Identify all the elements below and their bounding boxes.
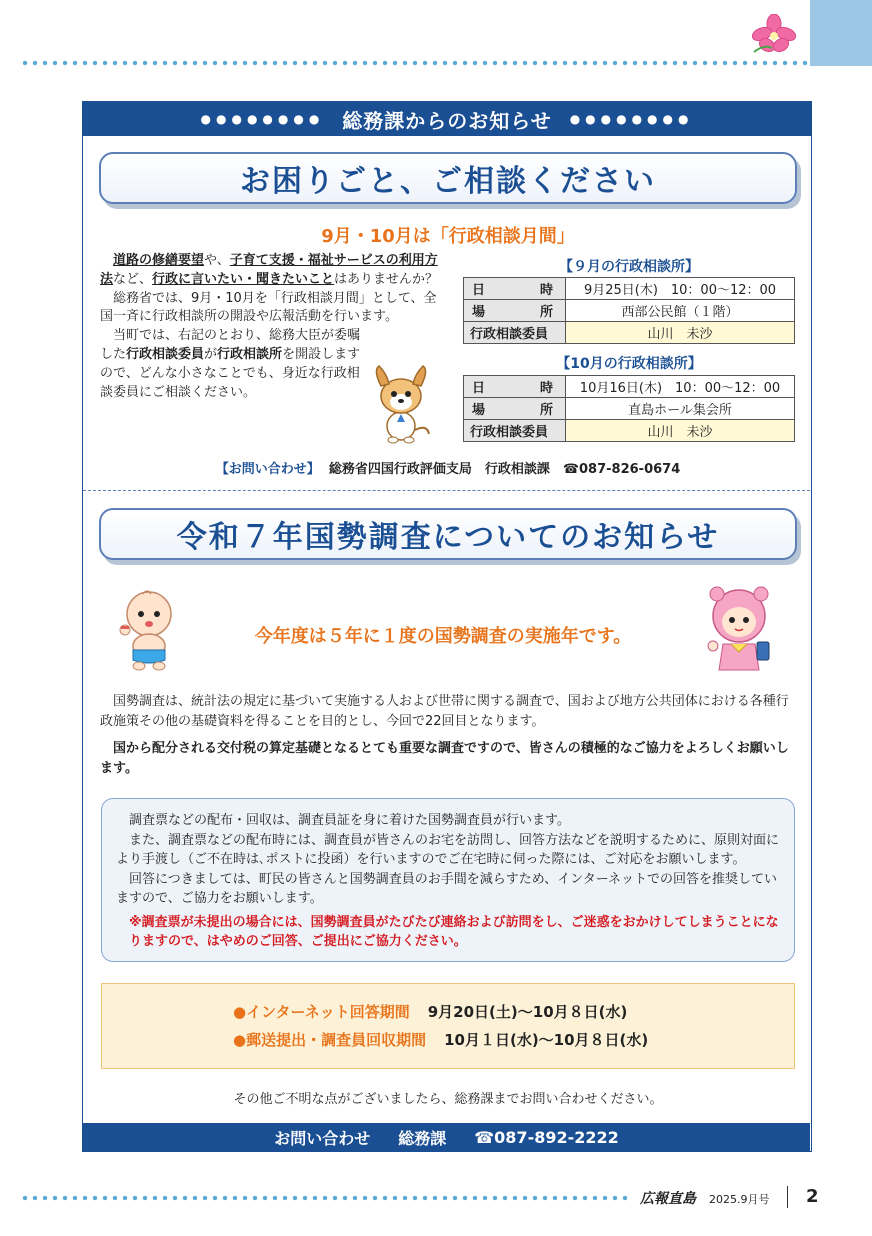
schedule-key-part: 日	[472, 283, 486, 298]
census-box-line-2: また、調査票などの配布時には、調査員が皆さんのお宅を訪問し、回答方法などを説明するために、原則対面により手渡し（ご不在時は､ポストに投函）を行いますのでご在宅時に伺った際には、ご対応をお願いします。	[116, 832, 780, 867]
schedule-key-part: 場	[472, 305, 486, 320]
issue-label: 2025.9月号	[709, 1193, 770, 1206]
census-warning: ※調査票が未提出の場合には、国勢調査員がたびたび連絡および訪問をし、ご迷惑をおかけしてしまうことになりますので、はやめのご回答、ご提出にご協力ください。	[129, 914, 779, 949]
footer-phone: ☎087-892-2222	[474, 1127, 619, 1147]
census-box-line-3: 回答につきましては、町民の皆さんと国勢調査員のお手間を減らすため、インターネットでの回答を推奨していますので、ご協力をお願いします。	[116, 871, 778, 906]
schedule-value: 直島ホール集会所	[566, 398, 795, 420]
corner-accent-block	[810, 0, 872, 66]
footer-separator	[787, 1186, 788, 1208]
schedule-key	[464, 278, 566, 300]
schedule-key-part: 所	[539, 403, 553, 418]
contact-tag: 【お問い合わせ】	[215, 462, 320, 477]
schedule-key	[464, 398, 566, 420]
schedule-row	[464, 322, 795, 344]
text-run: 行政相談所	[217, 346, 283, 362]
internet-period-label: ●インターネット回答期間	[233, 1003, 410, 1021]
census-banner: 令和７年国勢調査についてのお知らせ	[99, 508, 797, 560]
top-dotted-divider	[20, 60, 810, 66]
september-schedule-title: 【９月の行政相談所】	[559, 259, 699, 275]
consultation-contact	[83, 458, 813, 477]
contact-details: 総務省四国行政評価支局 行政相談課 ☎087-826-0674	[328, 462, 681, 477]
schedule-row	[464, 300, 795, 322]
footer-dept: 総務課	[398, 1128, 447, 1148]
census-info-box	[101, 798, 795, 962]
baby-mascot-illustration	[117, 586, 181, 672]
text-run: や、	[204, 253, 230, 268]
response-period-box	[101, 983, 795, 1069]
schedule-value: 9月25日(木) 10：00～12：00	[566, 278, 795, 300]
schedule-row	[464, 376, 795, 398]
text-run: 子育て支援・福祉サービスの利用方法	[100, 253, 438, 287]
schedule-key-part: 所	[539, 305, 553, 320]
internet-period-row	[233, 998, 663, 1026]
footer-contact-label: お問い合わせ	[274, 1128, 371, 1148]
october-schedule-table	[463, 375, 795, 442]
text-run: はありませんか？	[334, 271, 439, 287]
masthead-logo: 広報直島	[640, 1191, 696, 1207]
internet-period-value: 9月20日(土)～10月８日(水)	[427, 1003, 628, 1021]
census-subtitle: 今年度は５年に１度の国勢調査の実施年です。	[254, 626, 632, 647]
census-para-1: 国勢調査は、統計法の規定に基づいて実施する人および世帯に関する調査で、国および地方公共団体における各種行政施策その他の基礎資料を得ることを目的とし、今回で22回目となります。	[100, 694, 789, 729]
section-header: ●●●●●●●● 総務課からのお知らせ ●●●●●●●●	[83, 102, 811, 136]
text-run: 道路の修繕要望	[113, 253, 205, 268]
girl-mascot-illustration	[699, 584, 779, 680]
dashed-divider	[83, 490, 810, 491]
schedule-value: 山川 未沙	[566, 322, 795, 344]
footer-contact-bar	[83, 1123, 810, 1151]
text-run: が	[204, 346, 218, 362]
schedule-row	[464, 420, 795, 442]
page-number: 2	[806, 1186, 819, 1207]
schedule-key-part: 場	[472, 403, 486, 418]
mail-period-row	[233, 1026, 663, 1054]
schedule-key-part: 時	[539, 283, 553, 298]
bottom-dotted-divider	[20, 1195, 630, 1201]
schedule-key-part: 日	[472, 381, 486, 396]
mail-period-label: ●郵送提出・調査員回収期間	[233, 1031, 427, 1049]
schedule-value: 10月16日(木) 10：00～12：00	[566, 376, 795, 398]
text-run: など、	[113, 271, 153, 287]
mail-period-value: 10月１日(水)～10月８日(水)	[444, 1031, 649, 1049]
consultation-banner: お困りごと、ご相談ください	[99, 152, 797, 204]
notice-panel	[82, 101, 812, 1152]
consultation-para-1	[100, 252, 440, 290]
september-schedule-table	[463, 277, 795, 344]
october-schedule-title: 【10月の行政相談所】	[556, 356, 702, 372]
schedule-row	[464, 278, 795, 300]
text-run: 当町では、右記のとおり、総務大臣が委嘱した	[100, 328, 361, 362]
schedule-key-part: 時	[539, 381, 553, 396]
schedule-value: 西部公民館（１階）	[566, 300, 795, 322]
consultation-para-3	[100, 327, 368, 402]
schedule-key: 行政相談委員	[464, 322, 566, 344]
schedule-key: 行政相談委員	[464, 420, 566, 442]
text-run: 行政に言いたい・聞きたいこと	[152, 271, 335, 287]
schedule-key	[464, 376, 566, 398]
census-para-2: 国から配分される交付税の算定基礎となるとても重要な調査ですので、皆さんの積極的なご協力をよろしくお願いします。	[100, 741, 789, 776]
census-box-line-1: 調査票などの配布・回収は、調査員証を身に着けた国勢調査員が行います。	[129, 813, 570, 828]
consultation-para-2: 総務省では、9月・10月を「行政相談月間」として、全国一斉に行政相談所の開設や広報活動を行います。	[100, 290, 437, 325]
text-run: 行政相談委員	[126, 346, 205, 362]
text-run: を開設しますので、どんな小さなことでも、身近な行政相談委員にご相談ください。	[100, 346, 361, 400]
schedule-value: 山川 未沙	[566, 420, 795, 442]
closing-note: その他ご不明な点がございましたら、総務課までお問い合わせください。	[233, 1092, 663, 1107]
schedule-row	[464, 398, 795, 420]
dog-mascot-illustration	[371, 364, 433, 446]
flower-icon	[752, 14, 796, 54]
consultation-subtitle: 9月・10月は「行政相談月間」	[321, 226, 575, 247]
section-header-title: 総務課からのお知らせ	[342, 108, 552, 133]
schedule-key	[464, 300, 566, 322]
